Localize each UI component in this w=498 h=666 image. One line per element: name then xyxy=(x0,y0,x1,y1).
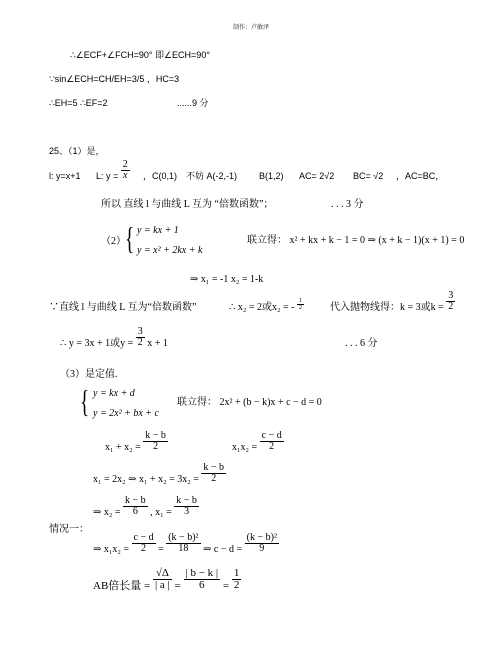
vieta-sum-frac xyxy=(143,431,168,452)
system1-eq1: y = kx + 1 xyxy=(137,225,179,236)
frac-den: 2 xyxy=(141,543,147,555)
x2-frac-value xyxy=(123,496,148,517)
answer-functions xyxy=(60,326,168,349)
frac-den: 18 xyxy=(178,543,189,555)
score-9: ......9 分 xyxy=(177,98,209,108)
ab-label: AB倍长量 = xyxy=(93,580,151,592)
frac-num: k − b xyxy=(145,430,166,442)
frac-num: c − d xyxy=(133,532,154,544)
ab-frac-2 xyxy=(184,568,221,591)
k-frac xyxy=(446,291,455,312)
product-label: ⇒ x₁x₂ = xyxy=(93,544,129,555)
frac-num: | b − k | xyxy=(185,567,219,580)
part-2-label: （2） xyxy=(101,236,126,247)
x2-frac xyxy=(297,298,304,311)
system2-eq2: y = 2x² + bx + c xyxy=(93,408,159,419)
x2-x1-values xyxy=(93,495,199,518)
answer-functions-tail: x + 1 xyxy=(147,338,168,349)
system-brace-1: { xyxy=(125,220,135,256)
frac-num: c − d xyxy=(261,430,282,442)
product-frac-1 xyxy=(132,533,156,554)
equals: = xyxy=(158,544,164,555)
part-3-label: （3）是定值. xyxy=(60,369,118,380)
line-eh: ∴EH=5 ∴EF=2 xyxy=(49,98,108,108)
frac-den: 2 xyxy=(269,441,275,453)
frac-num: √Δ xyxy=(153,568,172,580)
point-c: ，C(0,1) xyxy=(143,171,178,181)
score-6: . . . 6 分 xyxy=(345,338,378,349)
frac-den: 2 xyxy=(153,441,159,453)
point-a: 不妨 A(-2,-1) xyxy=(186,171,238,181)
frac-den: 3 xyxy=(184,506,190,518)
frac-den: 9 xyxy=(259,543,265,555)
frac-den: 2 xyxy=(211,473,217,485)
system2-eq1: y = kx + d xyxy=(93,388,135,399)
c-minus-d-label: ⇒ c − d = xyxy=(203,544,243,555)
frac-num: k − b xyxy=(125,495,146,507)
page-header: 制作：卢敏泽 xyxy=(233,24,270,31)
curve-L-fraction xyxy=(121,160,130,181)
frac-num: 3 xyxy=(448,290,454,302)
ab-frac-1 xyxy=(153,568,172,591)
frac-den: 2 xyxy=(137,337,143,349)
ab-frac-3 xyxy=(232,568,242,591)
frac-num: 3 xyxy=(137,326,143,338)
line-l: l: y=x+1 xyxy=(49,171,81,181)
ab-multiple-length xyxy=(93,567,241,592)
x2-label: ⇒ x₂ = xyxy=(93,507,121,518)
equals: = xyxy=(174,580,181,592)
frac-num: 1 xyxy=(233,567,240,580)
system-brace-2: { xyxy=(80,383,90,419)
x1-relation-frac xyxy=(201,463,226,484)
frac-den: 6 xyxy=(199,579,205,592)
vieta-product-frac xyxy=(260,431,284,452)
system1-eq2: y = x² + 2kx + k xyxy=(137,245,203,256)
roots: ⇒ x₁ = -1 x₂ = 1-k xyxy=(190,274,264,285)
curve-L-label: L: y = xyxy=(96,171,119,181)
frac-den: x xyxy=(123,170,128,182)
combined-equation-1: 联立得： x² + kx + k − 1 = 0 ⇒ (x + k − 1)(x + 1) = 0 xyxy=(247,235,465,246)
frac-num: k − b xyxy=(176,495,197,507)
point-b: B(1,2) xyxy=(259,171,284,181)
x1-relation-text: x₁ = 2x₂ ⇒ x₁ + x₂ = 3x₂ = xyxy=(93,474,199,485)
frac-den: | a | xyxy=(154,579,170,592)
line-sin: ∵sin∠ECH=CH/EH=3/5 ，HC=3 xyxy=(49,74,180,84)
length-ac: AC= 2√2 xyxy=(299,171,335,181)
curve-L xyxy=(96,159,130,182)
equals: = xyxy=(222,580,230,592)
case-one-label: 情况一： xyxy=(49,524,89,535)
x1-label: , x₁ = xyxy=(150,507,172,518)
frac-den: 2 xyxy=(448,301,454,313)
question-25-part1: 25、（1）是， xyxy=(49,146,105,156)
product-frac-2 xyxy=(166,533,200,554)
vieta-product-label: x₁x₂ = xyxy=(232,442,258,453)
combined-equation-2: 联立得： 2x² + (b − k)x + c − d = 0 xyxy=(177,397,322,408)
frac-den: 2 xyxy=(298,305,302,312)
x2-values xyxy=(229,298,304,313)
vieta-sum-label: x₁ + x₂ = xyxy=(105,442,141,453)
frac-num: 2 xyxy=(122,159,128,171)
frac-num: 1 xyxy=(298,298,302,305)
x1-frac-value xyxy=(174,496,199,517)
product-frac-3 xyxy=(245,533,279,554)
k-values-text: 代入抛物线得：k = 3或k = xyxy=(330,302,444,313)
answer-frac xyxy=(136,327,145,348)
frac-num: k − b xyxy=(203,462,225,474)
vieta-sum xyxy=(105,430,168,453)
vieta-product xyxy=(232,430,284,453)
length-bc: BC= √2 xyxy=(353,171,384,181)
ac-equals-bc: ，AC=BC， xyxy=(396,171,445,181)
k-values xyxy=(330,290,455,313)
because-line: ∵直线 l 与曲线 L 互为“倍数函数” xyxy=(49,302,197,313)
x2-values-text: ∴ x₂ = 2或x₂ = - xyxy=(229,302,295,313)
frac-den: 2 xyxy=(233,579,240,592)
conclusion-1: 所以 直线 l 与曲线 L 互为 “倍数函数”； xyxy=(101,199,274,210)
score-3: . . . 3 分 xyxy=(331,199,364,210)
frac-num: (k − b)² xyxy=(168,532,199,544)
frac-num: (k − b)² xyxy=(246,532,277,544)
frac-den: 6 xyxy=(132,506,138,518)
x1-relation xyxy=(93,462,226,485)
line-angle-sum: ∴∠ECF+∠FCH=90° 即∠ECH=90° xyxy=(70,50,210,60)
answer-functions-text: ∴ y = 3x + 1或y = xyxy=(60,338,134,349)
product-derivation xyxy=(93,532,279,555)
